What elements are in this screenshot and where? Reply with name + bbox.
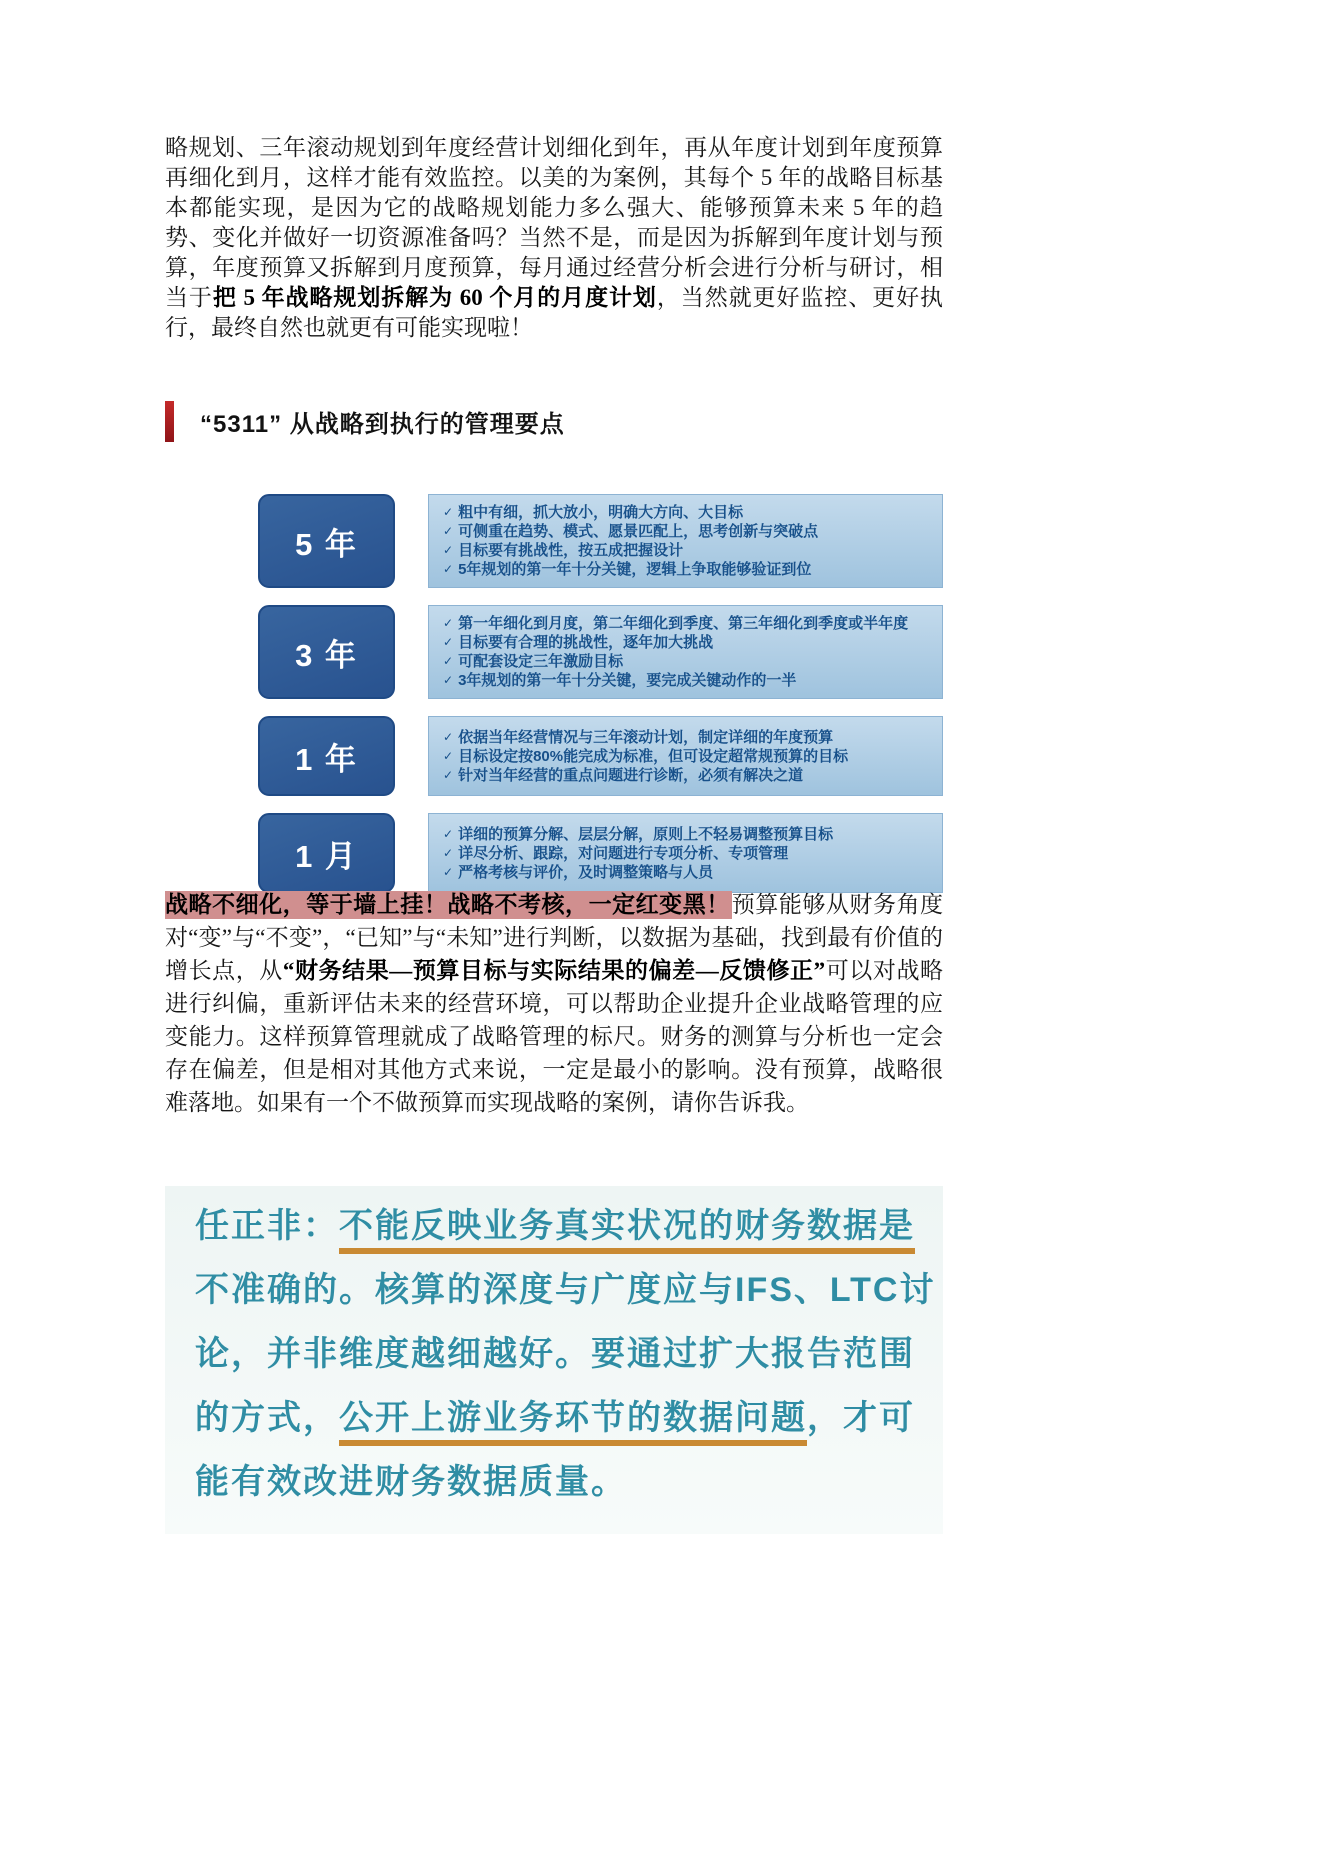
period-points-3-years (428, 605, 943, 699)
check-icon: ✓ (443, 748, 454, 763)
paragraph-text: ，当然就更好监控、更好执行，最终自然也就更有可能实现啦！ (165, 285, 944, 340)
diagram-row-5-years (165, 494, 943, 588)
quote-underlined-text: 不能反映业务真实状况的财务数据是 (339, 1207, 915, 1254)
quote-underlined-text: 公开上游业务环节的数据问题 (339, 1399, 807, 1446)
check-icon: ✓ (443, 826, 454, 841)
bullet-text: 依据当年经营情况与三年滚动计划，制定详细的年度预算 (458, 728, 834, 746)
check-icon: ✓ (443, 543, 454, 557)
bold-phrase-60-months: 把 5 年战略规划拆解为 60 个月的月度计划 (212, 285, 657, 310)
bullet-item (443, 728, 928, 747)
bullet-item (443, 541, 928, 560)
bullet-text: 粗中有细，抓大放小，明确大方向、大目标 (458, 504, 744, 521)
bullet-text: 可配套设定三年激励目标 (458, 653, 624, 670)
bold-phrase-feedback-correction: “财务结果—预算目标与实际结果的偏差—反馈修正” (282, 958, 826, 983)
section-title: “5311” 从战略到执行的管理要点 (200, 411, 565, 438)
bullet-item (443, 844, 928, 863)
paragraph-text: 可以对战略进行纠偏，重新评估未来的经营环境，可以帮助企业提升企业战略管理的应变能力。这样预算管理就成了战略管理的标尺。财务的测算与分析也一定会存在偏差，但是相对其他方式来说，一定是最小的影响。没有预算，战略很难落地。如果有一个不做预算而实现战略的案例，请你告诉我。 (165, 958, 944, 1115)
bullet-item (443, 766, 928, 785)
diagram-row-1-month (165, 813, 943, 893)
quote-line: 能有效改进财务数据质量。 (195, 1463, 627, 1501)
quote-line (195, 1386, 943, 1450)
check-icon: ✓ (443, 845, 454, 860)
check-icon: ✓ (443, 654, 454, 668)
period-box-3-years: 3 年 (258, 605, 395, 699)
paragraph-text: 略规划、三年滚动规划到年度经营计划细化到年，再从年度计划到年度预算再细化到月，这样才能有效监控。以美的为案例，其每个 5 年的战略目标基本都能实现，是因为它的战略规划能力多么强大、能够预算未来 5 年的趋势、变化并做好一切资源准备吗？当然不是，而是因为拆解到年度计划与预算，年度预算又拆解到月度预算，每月通过经营分析会进行分析与研讨，相当于 (165, 135, 943, 310)
bullet-text: 详尽分析、跟踪，对问题进行专项分析、专项管理 (458, 844, 789, 862)
check-icon: ✓ (443, 767, 454, 782)
check-icon: ✓ (443, 673, 454, 687)
bullet-item (443, 652, 928, 671)
bullet-item (443, 671, 928, 690)
strategy-5311-diagram (165, 494, 943, 893)
period-box-1-month: 1 月 (258, 813, 395, 893)
paragraph-strategy-breakdown (165, 133, 943, 343)
period-points-1-year (428, 716, 943, 796)
bullet-text: 目标要有挑战性，按五成把握设计 (458, 542, 684, 559)
check-icon: ✓ (443, 635, 454, 649)
renzhengfei-quote-image (165, 1186, 943, 1534)
paragraph-budget-role (165, 888, 943, 1119)
bullet-item (443, 825, 928, 844)
period-box-1-year: 1 年 (258, 716, 395, 796)
bullet-text: 第一年细化到月度，第二年细化到季度、第三年细化到季度或半年度 (458, 615, 909, 632)
check-icon: ✓ (443, 505, 454, 519)
bullet-text: 可侧重在趋势、模式、愿景匹配上，思考创新与突破点 (458, 523, 819, 540)
check-icon: ✓ (443, 616, 454, 630)
bullet-text: 严格考核与评价，及时调整策略与人员 (458, 863, 714, 881)
bullet-item (443, 633, 928, 652)
check-icon: ✓ (443, 562, 454, 576)
quote-line: 不准确的。核算的深度与广度应与IFS、LTC讨 (195, 1271, 936, 1309)
quote-line (195, 1194, 943, 1258)
bullet-item (443, 614, 928, 633)
red-accent-bar (165, 401, 174, 442)
bullet-item (443, 503, 928, 522)
quote-speaker: 任正非： (195, 1207, 339, 1245)
bullet-text: 3年规划的第一年十分关键，要完成关键动作的一半 (458, 672, 797, 689)
period-points-5-years (428, 494, 943, 588)
bullet-item (443, 560, 928, 579)
bullet-text: 针对当年经营的重点问题进行诊断，必须有解决之道 (458, 766, 804, 784)
highlighted-warning: 战略不细化，等于墙上挂！战略不考核，一定红变黑！ (165, 892, 730, 917)
bullet-item (443, 747, 928, 766)
diagram-row-1-year (165, 716, 943, 796)
bullet-text: 目标要有合理的挑战性，逐年加大挑战 (458, 634, 714, 651)
bullet-text: 目标设定按80%能完成为标准，但可设定超常规预算的目标 (458, 747, 849, 765)
bullet-text: 5年规划的第一年十分关键，逻辑上争取能够验证到位 (458, 561, 812, 578)
check-icon: ✓ (443, 524, 454, 538)
bullet-item (443, 522, 928, 541)
paragraph-text: 预算能够从财务角度对“变”与“不变”，“已知”与“未知”进行判断，以数据为基础，找到最有价值的增长点，从 (165, 892, 943, 983)
diagram-row-3-years (165, 605, 943, 699)
bullet-text: 详细的预算分解、层层分解，原则上不轻易调整预算目标 (458, 825, 834, 843)
check-icon: ✓ (443, 729, 454, 744)
period-box-5-years: 5 年 (258, 494, 395, 588)
section-header (165, 401, 565, 442)
quote-text: ，才可 (807, 1399, 915, 1437)
period-points-1-month (428, 813, 943, 893)
bullet-item (443, 863, 928, 882)
check-icon: ✓ (443, 864, 454, 879)
quote-text: 的方式， (195, 1399, 339, 1437)
quote-line: 论，并非维度越细越好。要通过扩大报告范围 (195, 1335, 915, 1373)
